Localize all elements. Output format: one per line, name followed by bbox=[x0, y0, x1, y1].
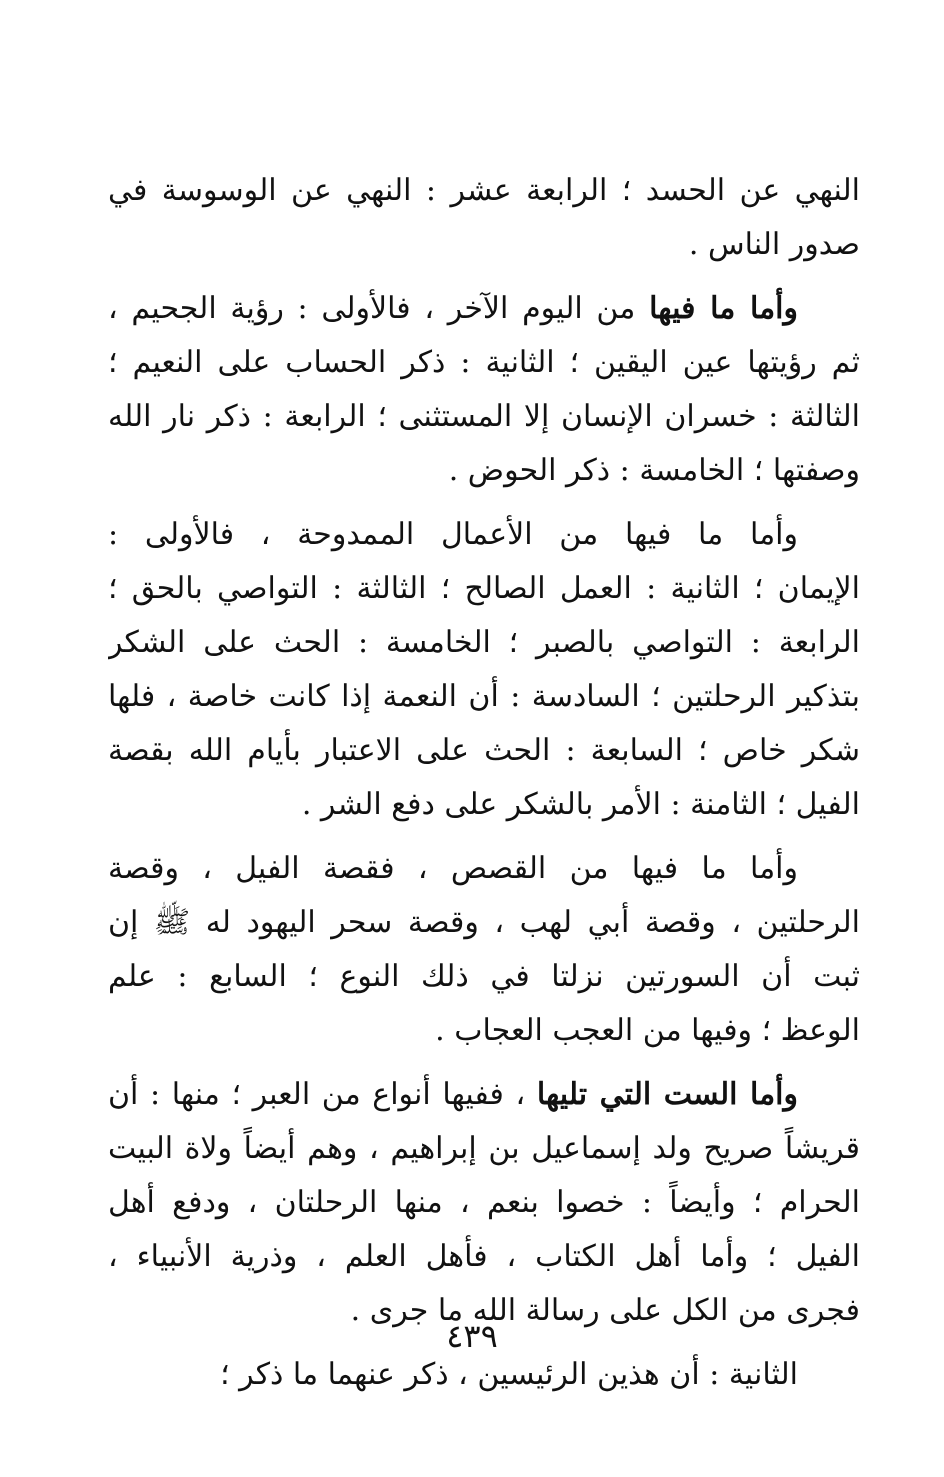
line-text: الثانية : أن هذين الرئيسين ، ذكر عنهما ما ذكر ؛ bbox=[220, 1357, 798, 1392]
line-text: فجرى من الكل على رسالة الله ما جرى . bbox=[350, 1293, 860, 1328]
line-text: ، ففيها أنواع من العبر ؛ منها : أن bbox=[108, 1077, 537, 1112]
line-text: شكر خاص ؛ السابعة : الحث على الاعتبار بأيام الله بقصة bbox=[108, 733, 860, 768]
paragraph bbox=[108, 1348, 860, 1402]
line-text: الوعظ ؛ وفيها من العجب العجاب . bbox=[435, 1013, 860, 1048]
line-text: الحرام ؛ وأيضاً : خصوا بنعم ، منها الرحلتان ، ودفع أهل bbox=[108, 1185, 860, 1220]
text-line bbox=[108, 724, 860, 778]
line-text: وصفتها ؛ الخامسة : ذكر الحوض . bbox=[448, 453, 860, 488]
text-line bbox=[108, 562, 860, 616]
text-line bbox=[108, 1348, 860, 1402]
text-line bbox=[108, 164, 860, 218]
text-line bbox=[108, 1230, 860, 1284]
line-text: الفيل ؛ وأما أهل الكتاب ، فأهل العلم ، وذرية الأنبياء ، bbox=[108, 1239, 860, 1274]
text-line bbox=[108, 670, 860, 724]
text-line bbox=[108, 1122, 860, 1176]
text-line bbox=[108, 336, 860, 390]
paragraph bbox=[108, 282, 860, 498]
line-text: الرحلتين ، وقصة أبي لهب ، وقصة سحر اليهود له ﷺ إن bbox=[108, 905, 860, 940]
line-text: الإيمان ؛ الثانية : العمل الصالح ؛ الثالثة : التواصي بالحق ؛ bbox=[108, 571, 860, 606]
text-line bbox=[108, 390, 860, 444]
bold-lead: وأما ما فيها bbox=[649, 291, 799, 326]
bold-lead: وأما الست التي تليها bbox=[536, 1077, 798, 1112]
line-text: الفيل ؛ الثامنة : الأمر بالشكر على دفع الشر . bbox=[301, 787, 860, 822]
text-line bbox=[108, 1004, 860, 1058]
line-text: وأما ما فيها من القصص ، فقصة الفيل ، وقصة bbox=[108, 851, 798, 886]
line-text: صدور الناس . bbox=[688, 227, 860, 262]
line-text: ثم رؤيتها عين اليقين ؛ الثانية : ذكر الحساب على النعيم ؛ bbox=[108, 345, 860, 380]
line-text: الرابعة : التواصي بالصبر ؛ الخامسة : الحث على الشكر bbox=[108, 625, 860, 660]
text-line bbox=[108, 282, 860, 336]
paragraph bbox=[108, 164, 860, 272]
text-line bbox=[108, 218, 860, 272]
text-line bbox=[108, 950, 860, 1004]
text-line bbox=[108, 842, 860, 896]
text-line bbox=[108, 508, 860, 562]
page-number: ٤٣٩ bbox=[446, 1317, 498, 1355]
line-text: الثالثة : خسران الإنسان إلا المستثنى ؛ الرابعة : ذكر نار الله bbox=[108, 399, 860, 434]
paragraph bbox=[108, 842, 860, 1058]
line-text: من اليوم الآخر ، فالأولى : رؤية الجحيم ، bbox=[108, 291, 650, 326]
text-line bbox=[108, 1176, 860, 1230]
text-line bbox=[108, 444, 860, 498]
text-line bbox=[108, 1068, 860, 1122]
paragraph bbox=[108, 1068, 860, 1338]
line-text: ثبت أن السورتين نزلتا في ذلك النوع ؛ السابع : علم bbox=[108, 959, 860, 994]
body-text bbox=[108, 164, 860, 1412]
line-text: بتذكير الرحلتين ؛ السادسة : أن النعمة إذا كانت خاصة ، فلها bbox=[108, 679, 860, 714]
line-text: النهي عن الحسد ؛ الرابعة عشر : النهي عن الوسوسة في bbox=[108, 173, 860, 208]
text-line bbox=[108, 896, 860, 950]
line-text: قريشاً صريح ولد إسماعيل بن إبراهيم ، وهم أيضاً ولاة البيت bbox=[108, 1131, 860, 1166]
text-line bbox=[108, 616, 860, 670]
text-line bbox=[108, 778, 860, 832]
line-text: وأما ما فيها من الأعمال الممدوحة ، فالأولى : bbox=[108, 517, 798, 552]
paragraph bbox=[108, 508, 860, 832]
